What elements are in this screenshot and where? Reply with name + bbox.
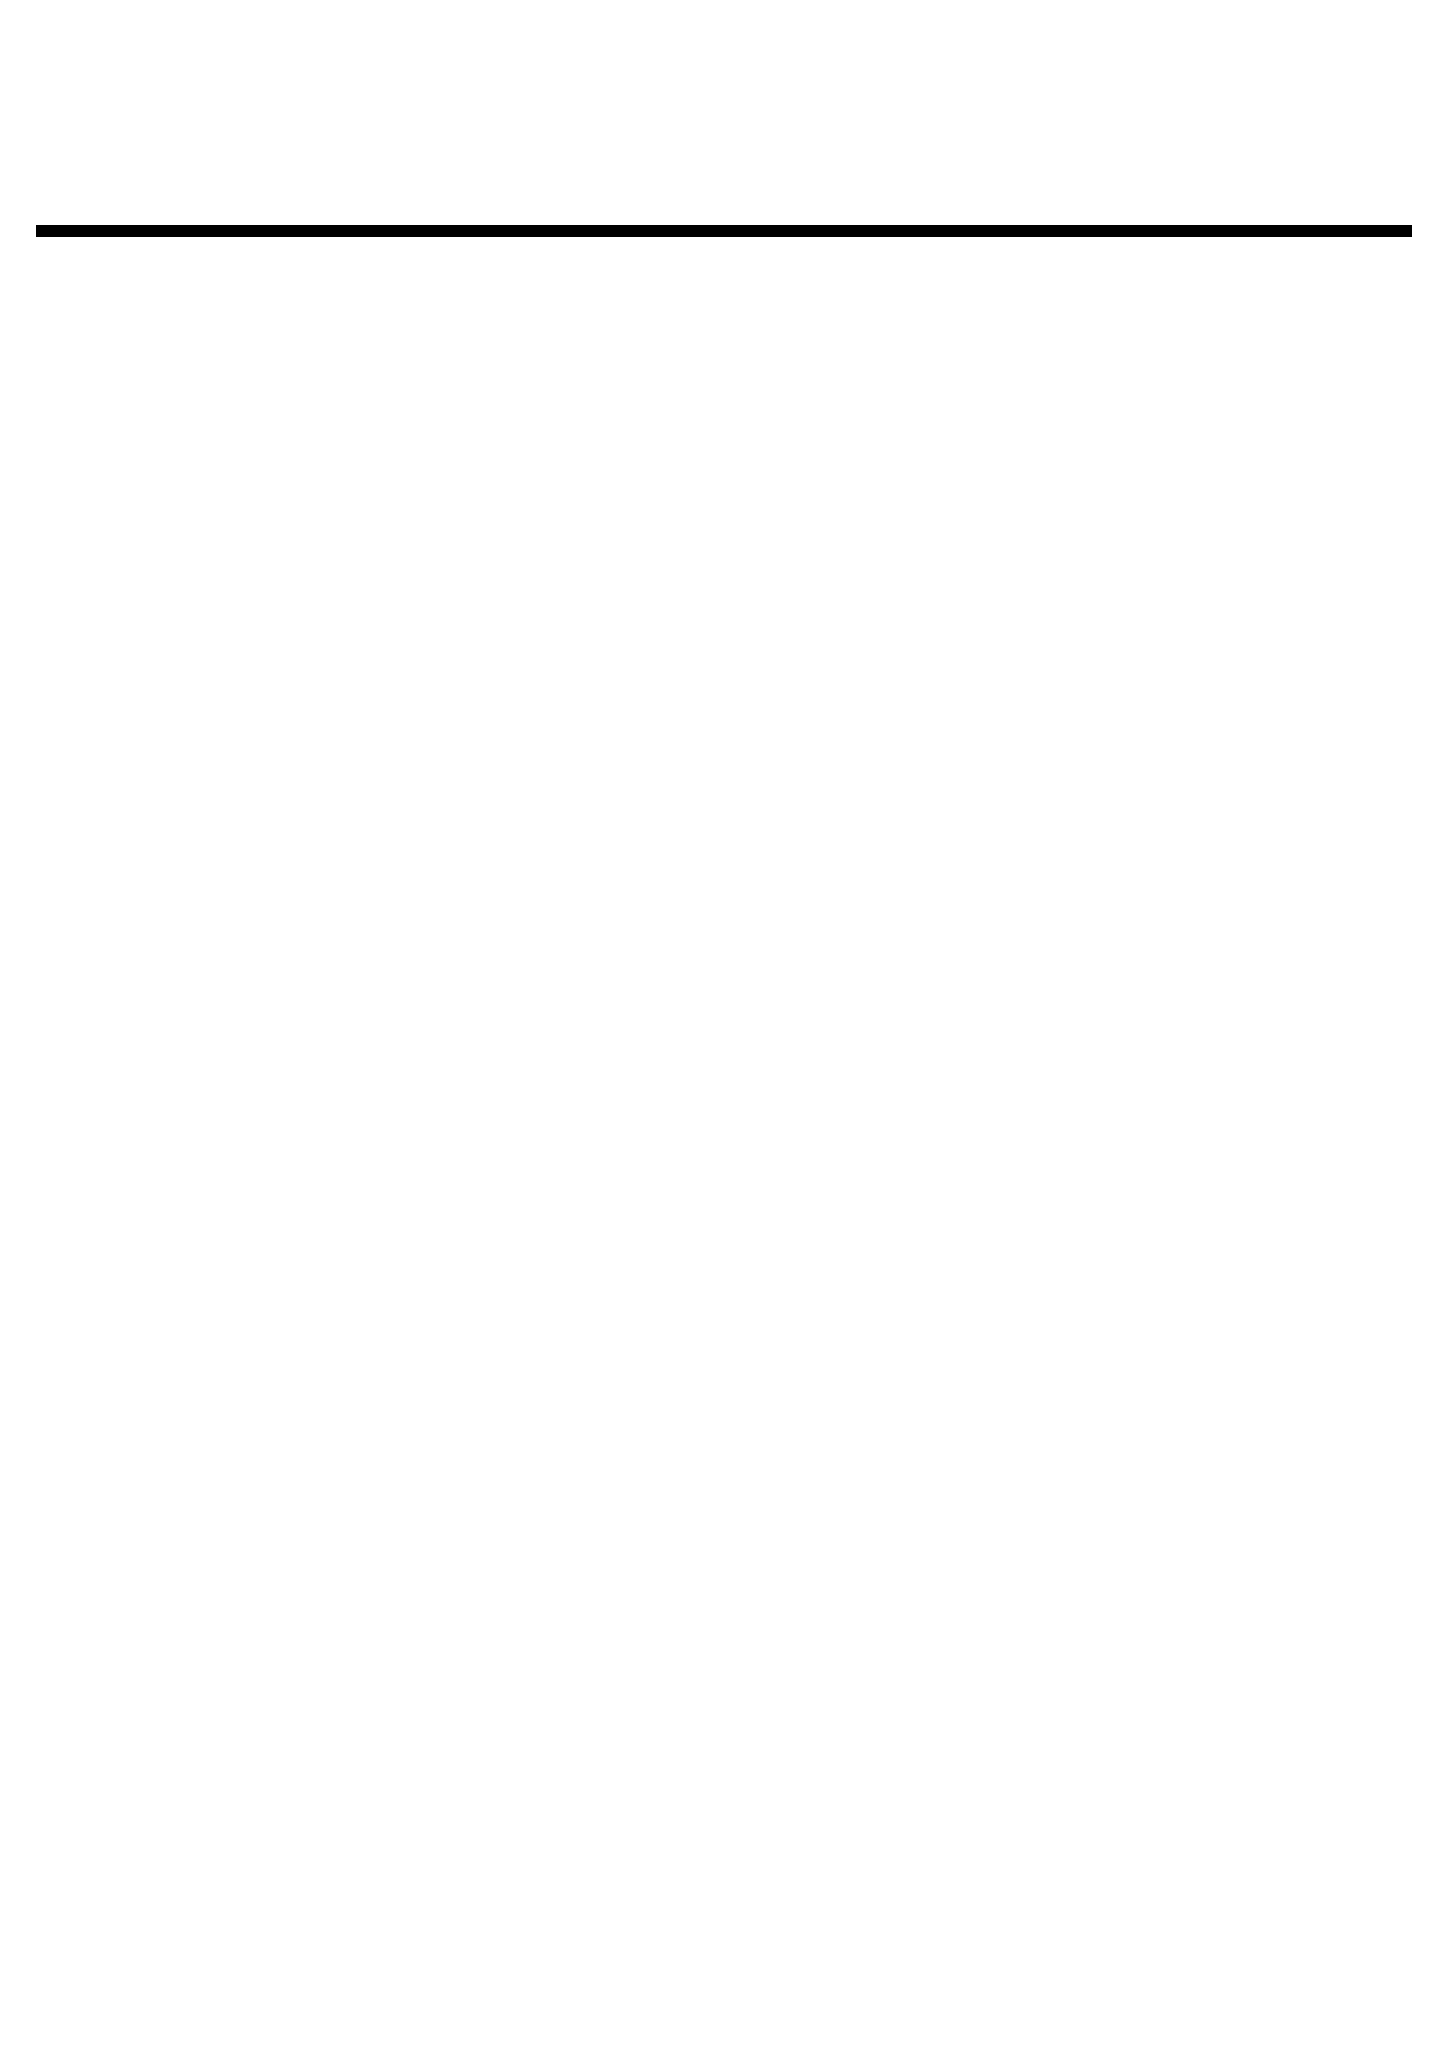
weekday-header bbox=[36, 225, 1412, 237]
